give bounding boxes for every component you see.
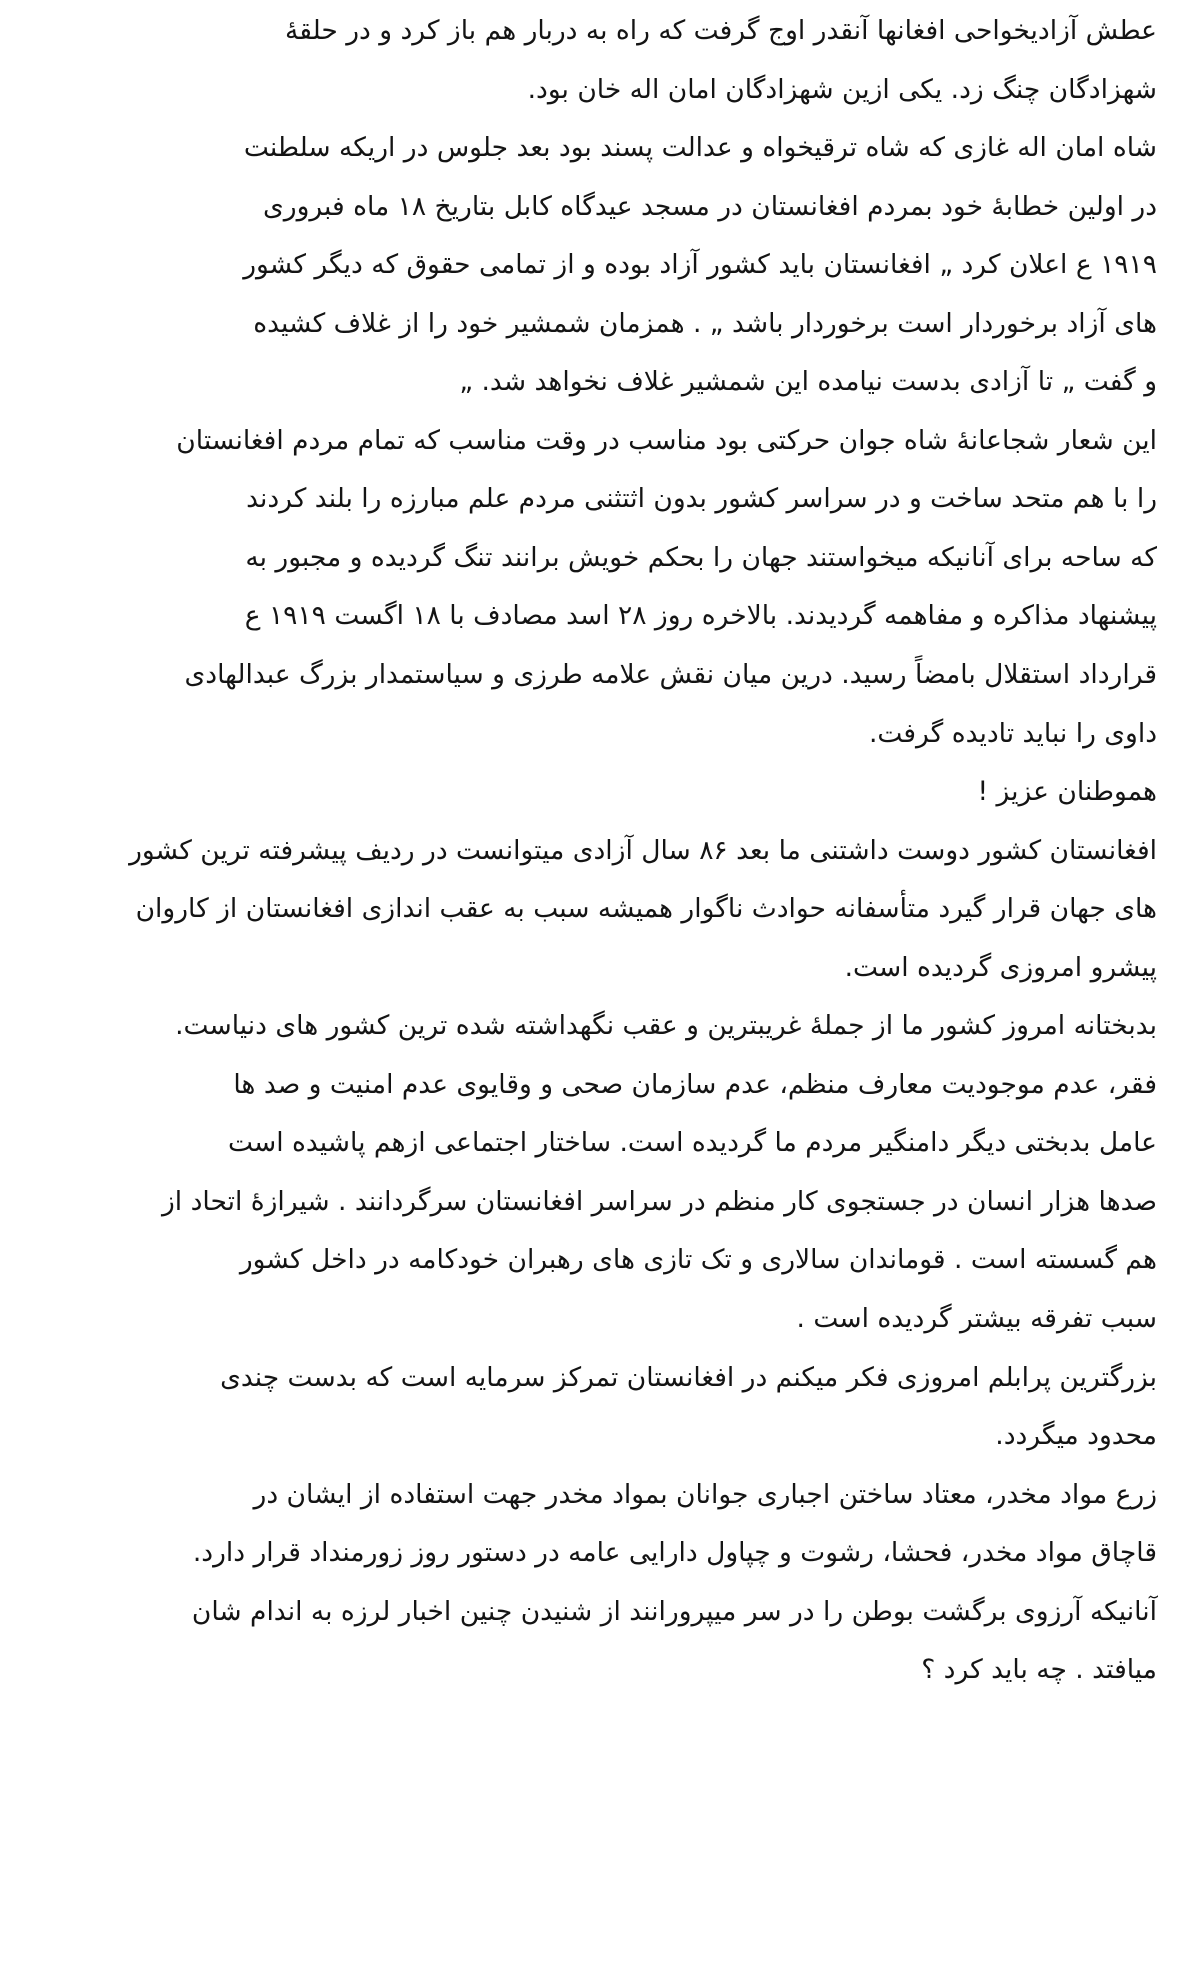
text-line: محدود میگردد. xyxy=(995,1420,1157,1452)
text-line: که ساحه برای آنانیکه میخواستند جهان را بحکم خویش برانند تنگ گردیده و مجبور به xyxy=(245,541,1157,573)
text-line: در اولین خطابهٔ خود بمردم افغانستان در مسجد عیدگاه کابل بتاریخ ۱۸ ماه فبروری xyxy=(263,190,1157,222)
text-line: افغانستان کشور دوست داشتنی ما بعد ۸۶ سال آزادی میتوانست در ردیف پیشرفته ترین کشور xyxy=(129,834,1157,866)
text-line: پیشنهاد مذاکره و مفاهمه گردیدند. بالاخره روز ۲۸ اسد مصادف با ۱۸ اگست ۱۹۱۹ ع xyxy=(244,600,1157,632)
text-line: قاچاق مواد مخدر، فحشا، رشوت و چپاول دارایی عامه در دستور روز زورمنداد قرار دارد. xyxy=(192,1537,1157,1569)
text-line: عامل بدبختی دیگر دامنگیر مردم ما گردیده است. ساختار اجتماعی ازهم پاشیده است xyxy=(227,1127,1157,1159)
document-body xyxy=(30,2,1157,1700)
text-line: عطش آزادیخواحی افغانها آنقدر اوج گرفت که راه به دربار هم باز کرد و در حلقهٔ xyxy=(285,15,1157,46)
text-line: زرع مواد مخدر، معتاد ساختن اجباری جوانان بمواد مخدر جهت استفاده از ایشان در xyxy=(253,1478,1157,1510)
text-line: سبب تفرقه بیشتر گردیده است . xyxy=(796,1303,1157,1335)
text-line: داوی را نباید تادیده گرفت. xyxy=(868,717,1157,749)
text-line: قرارداد استقلال بامضاً رسید. درین میان نقش علامه طرزی و سیاستمدار بزرگ عبدالهادی xyxy=(184,659,1157,691)
text-line: هم گسسته است . قوماندان سالاری و تک تازی های رهبران خودکامه در داخل کشور xyxy=(239,1244,1157,1276)
text-line: های آزاد برخوردار است برخوردار باشد „ . همزمان شمشیر خود را از غلاف کشیده xyxy=(253,307,1157,339)
text-line: ۱۹۱۹ ع اعلان کرد „ افغانستان باید کشور آزاد بوده و از تمامی حقوق که دیگر کشور xyxy=(243,249,1157,281)
text-line: پیشرو امروزی گردیده است. xyxy=(844,951,1157,983)
text-line: هموطنان عزیز ! xyxy=(977,776,1157,808)
text-line: آنانیکه آرزوی برگشت بوطن را در سر میپرورانند از شنیدن چنین اخبار لرزه به اندام شان xyxy=(191,1595,1157,1627)
text-line: میافتد . چه باید کرد ؟ xyxy=(921,1654,1157,1686)
text-line: شهزادگان چنگ زد. یکی ازین شهزادگان امان اله خان بود. xyxy=(527,73,1157,105)
text-line: را با هم متحد ساخت و در سراسر کشور بدون اثتثنی مردم علم مبارزه را بلند کردند xyxy=(246,483,1157,515)
text-line: شاه امان اله غازی که شاه ترقیخواه و عدالت پسند بود بعد جلوس در اریکه سلطنت xyxy=(243,132,1157,164)
text-line: صدها هزار انسان در جستجوی کار منظم در سراسر افغانستان سرگردانند . شیرازهٔ اتحاد از xyxy=(162,1185,1157,1217)
text-line: فقر، عدم موجودیت معارف منظم، عدم سازمان صحی و وقایوی عدم امنیت و صد ها xyxy=(233,1068,1157,1100)
text-line: بزرگترین پرابلم امروزی فکر میکنم در افغانستان تمرکز سرمایه است که بدست چندی xyxy=(220,1361,1157,1393)
text-line: این شعار شجاعانهٔ شاه جوان حرکتی بود مناسب در وقت مناسب که تمام مردم افغانستان xyxy=(176,424,1157,456)
text-line: و گفت „ تا آزادی بدست نیامده این شمشیر غلاف نخواهد شد. „ xyxy=(459,366,1157,398)
text-line: های جهان قرار گیرد متأسفانه حوادث ناگوار همیشه سبب به عقب اندازی افغانستان از کاروان xyxy=(135,893,1157,925)
text-line: بدبختانه امروز کشور ما از جملهٔ غریبترین و عقب نگهداشته شده ترین کشور های دنیاست. xyxy=(175,1010,1157,1042)
